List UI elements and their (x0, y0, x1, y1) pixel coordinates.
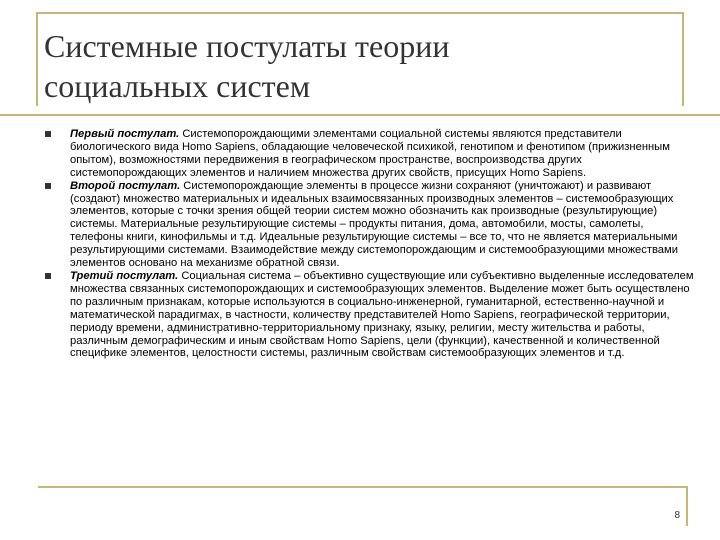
postulate-lead: Второй постулат. (70, 179, 181, 192)
title-divider (0, 114, 720, 116)
postulate-text: Системопорождающие элементы в процессе жизни сохраняют (уничтожают) и развивают (создают) множество материальных и идеальных взаимосвязанных производных элементов – системообразующих элементов, которые с точки зрения общей теории систем можно обозначить как производные (результирующие) системы. Материальные результирующие системы – продукты питания, дома, автомобили, мосты, самолеты, телефоны книги, кинофильмы и т.д. Идеальные результирующие системы – все то, что не является материальными результирующими системами. Взаимодействие между системопорождающим и системообразующими множествами элементов основано на механизме обратной связи. (70, 179, 678, 270)
postulate-text: Социальная система – объективно существующие или субъективно выделенные исследователем множества связанных системопорождающих и системообразующих элементов. Выделение может быть осуществлено по различным признакам, которые используются в социально-инженерной, гуманитарной, естественно-научной и математической парадигмах, в частности, количеству представителей Homo Sapiens, географической территории, периоду времени, административно-территориальному признаку, языку, религии, месту жительства и работы, различным демографическим и иным свойствам Homo Sapiens, цели (функции), качественной и количественной специфике элементов, целостности системы, различным свойствам системообразующих элементов и т.д. (70, 269, 694, 360)
page-number: 8 (674, 510, 680, 521)
list-item-second-postulate (44, 180, 694, 270)
postulates-list (44, 128, 694, 360)
postulate-lead: Третий постулат. (70, 269, 179, 282)
title-line-1: Системные постулаты теории (44, 28, 450, 64)
square-bullet-icon (45, 131, 51, 137)
list-item-first-postulate (44, 128, 694, 180)
postulate-lead: Первый постулат. (70, 128, 180, 140)
title-line-2: социальных систем (44, 68, 311, 104)
postulate-paragraph (70, 128, 694, 180)
page-title (44, 26, 664, 106)
list-item-third-postulate (44, 270, 694, 360)
square-bullet-icon (45, 273, 51, 279)
postulate-paragraph (70, 180, 694, 270)
square-bullet-icon (45, 183, 51, 189)
footer-frame (686, 486, 688, 526)
postulate-text: Системопорождающими элементами социальной системы являются представители биологического вида Homo Sapiens, обладающие человеческой психикой, генотипом и фенотипом (прижизненным опытом), возможностями передвижения в географическом пространстве, воспроизводства других системопорождающих элементов и наличием множества других свойств, присущих Homo Sapiens. (70, 128, 670, 179)
postulate-paragraph (70, 270, 694, 360)
footer-divider (38, 486, 688, 488)
